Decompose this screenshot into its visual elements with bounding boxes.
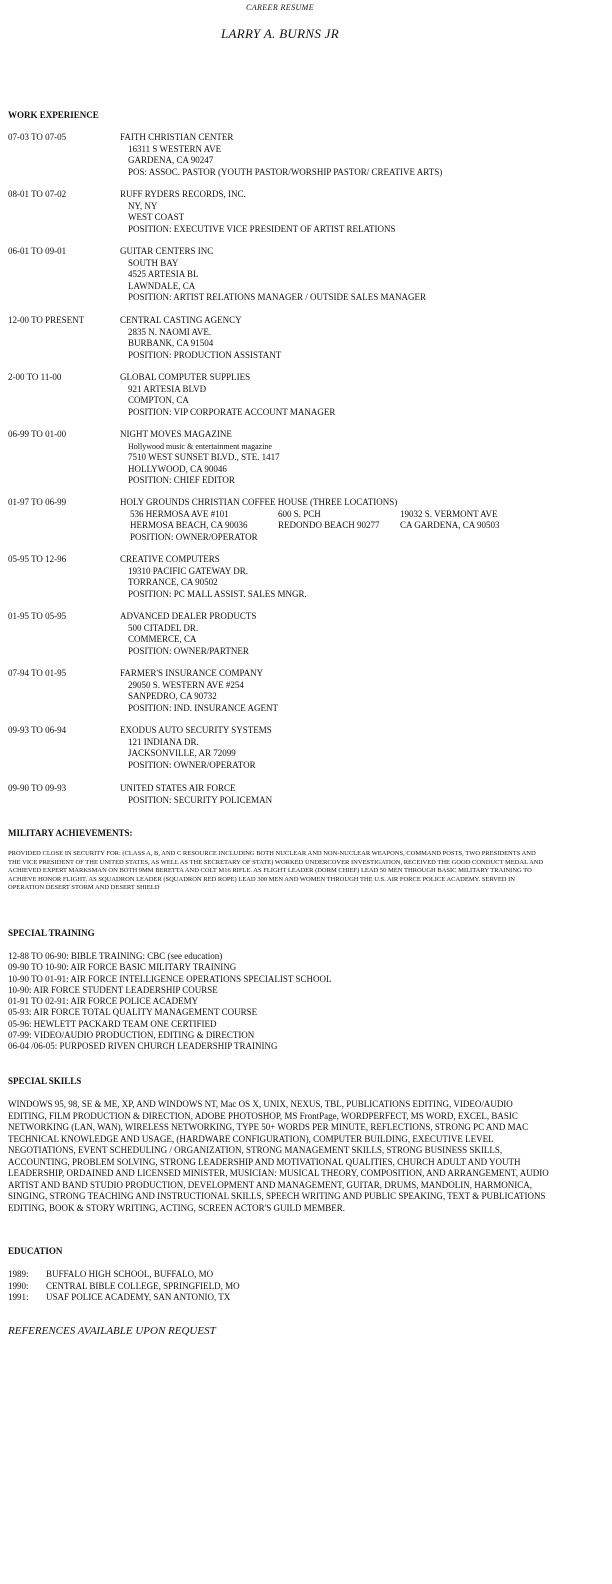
job-dates: 05-95 TO 12-96 xyxy=(8,554,67,564)
job-detail-line: LAWNDALE, CA xyxy=(128,280,196,291)
location-cell: HERMOSA BEACH, CA 90036 xyxy=(130,520,248,530)
job-dates: 01-95 TO 05-95 xyxy=(8,611,67,621)
education-item xyxy=(8,1281,240,1293)
location-cell: 600 S. PCH xyxy=(278,508,321,519)
job-details xyxy=(120,611,256,657)
education-school: CENTRAL BIBLE COLLEGE, SPRINGFIELD, MO xyxy=(46,1280,240,1291)
training-item: 05-96: HEWLETT PACKARD TEAM ONE CERTIFIED xyxy=(8,1018,217,1029)
job-dates: 06-99 TO 01-00 xyxy=(8,429,67,439)
job-dates: 06-01 TO 09-01 xyxy=(8,246,67,256)
job-details xyxy=(120,668,278,714)
education-school: USAF POLICE ACADEMY, SAN ANTONIO, TX xyxy=(46,1292,231,1302)
job-detail-line: JACKSONVILLE, AR 72099 xyxy=(128,748,236,758)
job-detail-line: 500 CITADEL DR. xyxy=(128,622,199,633)
job-dates: 09-90 TO 09-93 xyxy=(8,783,67,793)
job-detail-line: TORRANCE, CA 90502 xyxy=(128,577,218,587)
education-year: 1990: xyxy=(8,1280,29,1291)
job-details xyxy=(120,315,281,361)
job-details xyxy=(120,497,397,509)
work-experience-heading: WORK EXPERIENCE xyxy=(8,110,99,120)
document-title: CAREER RESUME xyxy=(245,3,315,12)
education-heading: EDUCATION xyxy=(8,1246,63,1256)
job-detail-line: GARDENA, CA 90247 xyxy=(128,155,214,165)
training-item: 01-91 TO 02-91: AIR FORCE POLICE ACADEMY xyxy=(8,996,199,1007)
job-detail-line: 16311 S WESTERN AVE xyxy=(128,143,222,154)
job-details xyxy=(120,429,280,487)
candidate-name: LARRY A. BURNS JR xyxy=(220,26,339,41)
job-detail-line: BURBANK, CA 91504 xyxy=(128,338,214,348)
special-skills-heading: SPECIAL SKILLS xyxy=(8,1076,82,1086)
job-dates: 08-01 TO 07-02 xyxy=(8,189,67,199)
job-dates: 12-00 TO PRESENT xyxy=(8,315,85,325)
job-detail-line: 19310 PACIFIC GATEWAY DR. xyxy=(128,565,249,576)
job-details xyxy=(120,189,395,235)
location-cell: CA GARDENA, CA 90503 xyxy=(400,520,500,530)
location-cell: REDONDO BEACH 90277 xyxy=(278,520,380,530)
job-company: CREATIVE COMPUTERS xyxy=(120,554,220,564)
job-detail-line: Hollywood music & entertainment magazine xyxy=(128,441,272,451)
job-dates: 09-93 TO 06-94 xyxy=(8,725,67,735)
training-item: 12-88 TO 06-90: BIBLE TRAINING: CBC (see education) xyxy=(8,951,223,961)
job-detail-line: 4525 ARTESIA BL xyxy=(128,269,199,279)
training-item: 05-93: AIR FORCE TOTAL QUALITY MANAGEMENT COURSE xyxy=(8,1007,258,1018)
job-detail-line: POSITION: CHIEF EDITOR xyxy=(128,475,235,485)
education-item xyxy=(8,1269,240,1281)
job-company: FARMER'S INSURANCE COMPANY xyxy=(120,668,264,678)
training-item: 10-90: AIR FORCE STUDENT LEADERSHIP COURSE xyxy=(8,984,218,995)
job-detail-line: WEST COAST xyxy=(128,212,185,222)
job-company: RUFF RYDERS RECORDS, INC. xyxy=(120,189,246,199)
job-company: NIGHT MOVES MAGAZINE xyxy=(120,429,232,439)
job-detail-line: COMPTON, CA xyxy=(128,395,189,405)
education-school: BUFFALO HIGH SCHOOL, BUFFALO, MO xyxy=(46,1269,214,1279)
job-company: FAITH CHRISTIAN CENTER xyxy=(120,132,234,142)
job-company: GUITAR CENTERS INC xyxy=(120,246,214,256)
job-detail-line: 7510 WEST SUNSET BLVD., STE. 1417 xyxy=(128,452,280,462)
job-position: POSITION: OWNER/OPERATOR xyxy=(130,531,258,542)
job-details xyxy=(120,725,272,771)
job-details xyxy=(120,554,307,600)
job-detail-line: POSITION: PC MALL ASSIST. SALES MNGR. xyxy=(128,588,307,599)
training-item: 09-90 TO 10-90: AIR FORCE BASIC MILITARY TRAINING xyxy=(8,962,237,973)
job-company: ADVANCED DEALER PRODUCTS xyxy=(120,611,257,621)
training-item: 10-90 TO 01-91: AIR FORCE INTELLIGENCE OPERATIONS SPECIALIST SCHOOL xyxy=(8,973,332,984)
job-details xyxy=(120,783,272,806)
training-item: 07-99: VIDEO/AUDIO PRODUCTION, EDITING & DIRECTION xyxy=(8,1030,255,1041)
job-company: CENTRAL CASTING AGENCY xyxy=(120,315,242,325)
job-dates: 01-97 TO 06-99 xyxy=(8,497,67,507)
job-detail-line: POSITION: OWNER/PARTNER xyxy=(128,645,249,656)
references-note: REFERENCES AVAILABLE UPON REQUEST xyxy=(8,1325,216,1337)
education-year: 1991: xyxy=(8,1292,29,1302)
job-detail-line: 921 ARTESIA BLVD xyxy=(128,383,207,394)
job-company: EXODUS AUTO SECURITY SYSTEMS xyxy=(120,725,272,735)
job-dates: 07-03 TO 07-05 xyxy=(8,132,67,142)
job-detail-line: POSITION: PRODUCTION ASSISTANT xyxy=(128,349,282,360)
special-training-list xyxy=(8,951,332,1053)
job-detail-line: POSITION: ARTIST RELATIONS MANAGER / OUTSIDE SALES MANAGER xyxy=(128,292,427,302)
education-item xyxy=(8,1292,240,1304)
education-list xyxy=(8,1269,240,1304)
location-cell: 19032 S. VERMONT AVE xyxy=(400,508,498,519)
job-details xyxy=(120,246,426,304)
job-company: GLOBAL COMPUTER SUPPLIES xyxy=(120,372,251,382)
education-year: 1989: xyxy=(8,1269,29,1279)
job-company: UNITED STATES AIR FORCE xyxy=(120,783,236,793)
job-detail-line: 121 INDIANA DR. xyxy=(128,736,199,747)
job-detail-line: SOUTH BAY xyxy=(128,257,179,268)
location-cell: 536 HERMOSA AVE #101 xyxy=(130,508,229,519)
job-detail-line: POSITION: OWNER/OPERATOR xyxy=(128,759,256,770)
job-detail-line: POSITION: IND. INSURANCE AGENT xyxy=(128,702,278,713)
job-details xyxy=(120,132,442,178)
special-training-heading: SPECIAL TRAINING xyxy=(8,928,95,938)
job-detail-line: POSITION: EXECUTIVE VICE PRESIDENT OF ARTIST RELATIONS xyxy=(128,223,396,234)
job-detail-line: SANPEDRO, CA 90732 xyxy=(128,691,217,701)
job-dates: 2-00 TO 11-00 xyxy=(8,372,62,382)
job-detail-line: NY, NY xyxy=(128,200,158,211)
military-heading: MILITARY ACHIEVEMENTS: xyxy=(8,828,133,838)
job-detail-line: POSITION: SECURITY POLICEMAN xyxy=(128,794,273,805)
training-item: 06-04 /06-05: PURPOSED RIVEN CHURCH LEADERSHIP TRAINING xyxy=(8,1041,278,1052)
job-dates: 07-94 TO 01-95 xyxy=(8,668,67,678)
job-detail-line: 2835 N. NAOMI AVE. xyxy=(128,326,212,337)
job-detail-line: COMMERCE, CA xyxy=(128,634,197,644)
military-text: PROVIDED CLOSE IN SECURITY FOR: (CLASS A, B, AND C RESOURCE INCLUDING BOTH NUCLEAR AND NON-NUCLEAR WEAPONS, COMMAND POSTS, TWO PRESIDENTS AND THE VICE PRESIDENT OF THE UNITED STATES, AS WELL AS THE SECRETARY OF STATE) WORKED UNDERCOVER INVESTIGATION, RECEIVED THE GOOD CONDUCT MEDAL AND ACHIEVED EXPERT MARKSMAN ON BOTH 9MM BERETTA AND COLT M16 RIFLE. AS FLIGHT LEADER (DORM CHIEF) LEAD 50 MEN THROUGH BASIC MILITARY TRAINING TO ACHIEVE HONOR FLIGHT. AS SQUADRON LEADER (SQUADRON RED ROPE) LEAD 300 MEN AND WOMEN THROUGH THE U.S. AIR FORCE POLICE ACADEMY. SERVED IN OPERATION DESERT STORM AND DESERT SHIELD xyxy=(8,850,544,892)
job-company: HOLY GROUNDS CHRISTIAN COFFEE HOUSE (THREE LOCATIONS) xyxy=(120,497,398,507)
job-detail-line: POS: ASSOC. PASTOR (YOUTH PASTOR/WORSHIP PASTOR/ CREATIVE ARTS) xyxy=(128,166,443,177)
job-detail-line: 29050 S. WESTERN AVE #254 xyxy=(128,679,244,690)
job-details xyxy=(120,372,335,418)
job-detail-line: HOLLYWOOD, CA 90046 xyxy=(128,463,227,474)
job-detail-line: POSITION: VIP CORPORATE ACCOUNT MANAGER xyxy=(128,406,336,417)
special-skills-text: WINDOWS 95, 98, SE & ME, XP, AND WINDOWS NT, Mac OS X, UNIX, NEXUS, TBL, PUBLICATIONS EDITING, VIDEO/AUDIO EDITING, FILM PRODUCTION & DIRECTION, ADOBE PHOTOSHOP, MS FrontPage, WORDPERFECT, MS WORD, EXCEL, BASIC NETWORKING (LAN, WAN), WIRELESS NETWORKING, TYPE 50+ WORDS PER MINUTE, REFLECTIONS, STRONG PC AND MAC TECHNICAL KNOWLEDGE AND USAGE, (HARDWARE CONFIGURATION), COMPUTER BUILDING, EXECUTIVE LEVEL NEGOTIATIONS, EVENT SCHEDULING / ORGANIZATION, STRONG MANAGEMENT SKILLS, STRONG BUSINESS SKILLS, ACCOUNTING, PROBLEM SOLVING, STRONG LEADERSHIP AND MOTIVATIONAL QUALITIES, CHURCH ADULT AND YOUTH LEADERSHIP, ORDAINED AND LICENSED MINISTER, MUSICIAN: MUSICAL THEORY, COMPOSITION, AND ARRANGEMENT, AUDIO ARTIST AND BAND STUDIO PRODUCTION, DEVELOPMENT AND MANAGEMENT, GUITAR, DRUMS, MANDOLIN, HARMONICA, SINGING, STRONG TEACHING AND INSTRUCTIONAL SKILLS, SPEECH WRITING AND PUBLIC SPEAKING, TEXT & PUBLICATIONS EDITING, BOOK & STORY WRITING, ACTING, SCREEN ACTOR'S GUILD MEMBER. xyxy=(8,1099,549,1213)
